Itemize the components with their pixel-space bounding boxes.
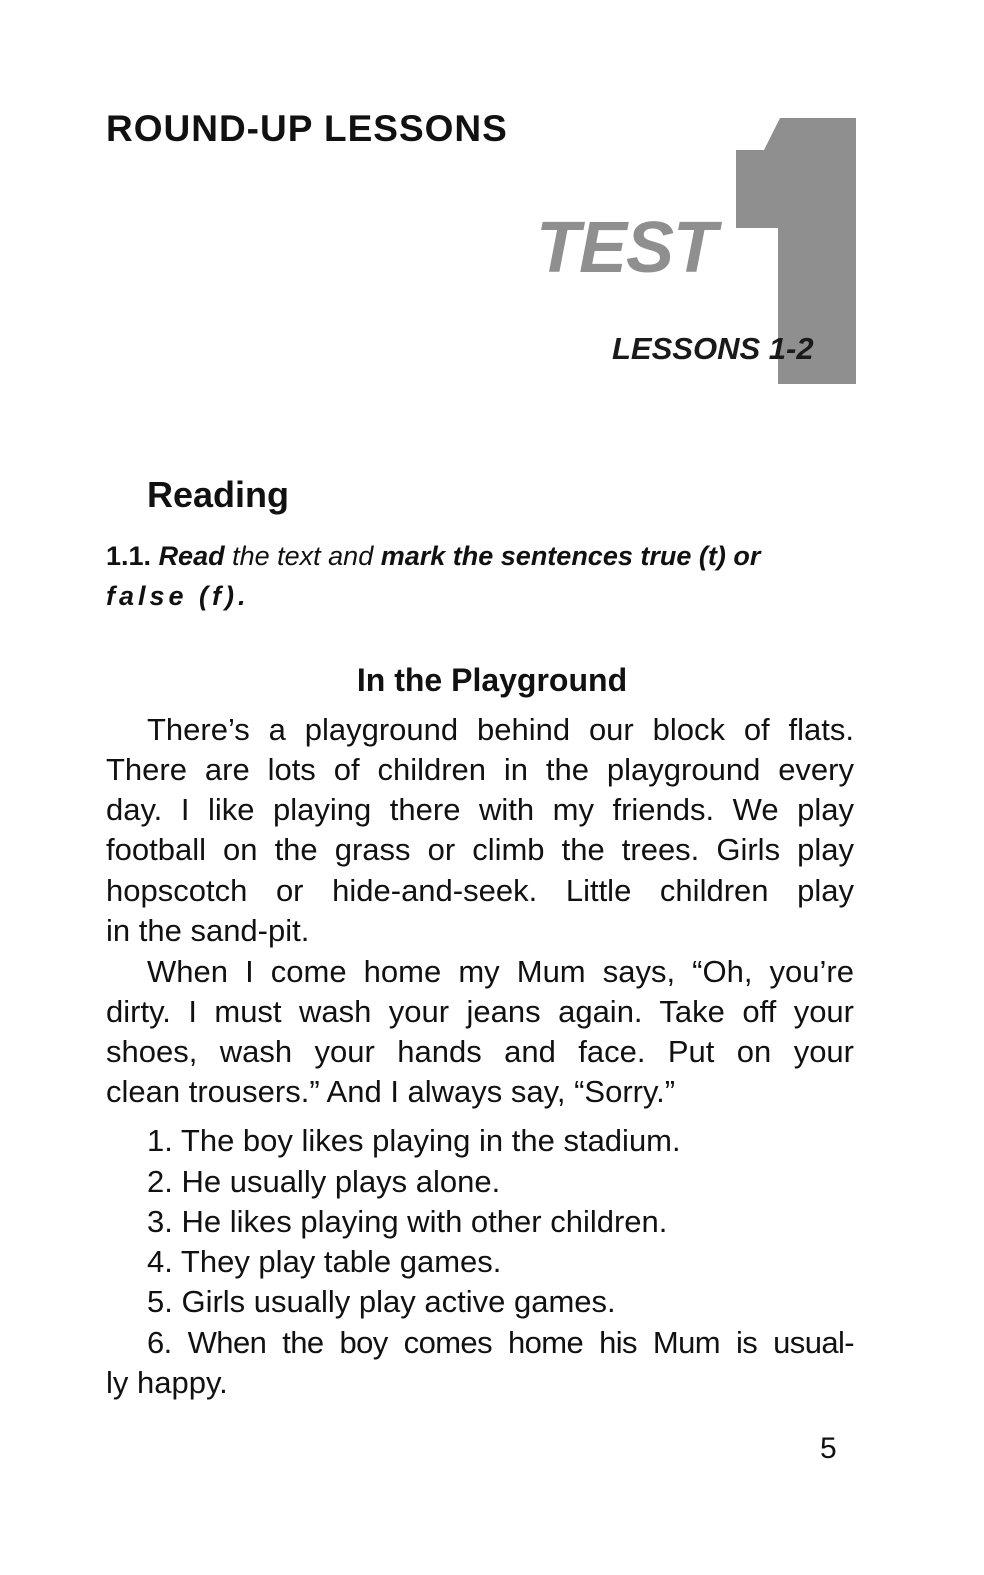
text-line: day. I like playing there with my friends. We play	[106, 792, 854, 827]
text-line: in the sand-pit.	[106, 913, 310, 948]
exercise-instruction	[106, 536, 854, 616]
text-line: There are lots of children in the playground every	[106, 752, 854, 787]
text-line: There’s a playground behind our block of flats.	[147, 712, 854, 747]
instruction-mid: the text and	[232, 541, 374, 571]
text-line: dirty. I must wash your jeans again. Take off your	[106, 994, 854, 1029]
text-line: hopscotch or hide-and-seek. Little children play	[106, 873, 854, 908]
reading-heading: Reading	[147, 474, 290, 515]
text-line: football on the grass or climb the trees. Girls play	[106, 832, 854, 867]
text-line: clean trousers.” And I always say, “Sorry.”	[106, 1074, 676, 1109]
lessons-label	[612, 333, 814, 364]
statement-item: 6. When the boy comes home his Mum is usual-	[147, 1325, 854, 1360]
statement-item-continued: ly happy.	[106, 1365, 228, 1400]
text-line: When I come home my Mum says, “Oh, you’re	[147, 954, 854, 989]
test-heading: TEST	[536, 208, 717, 288]
instruction-task-end: false (f).	[106, 581, 250, 611]
lessons-word: LESSONS	[612, 331, 761, 366]
section-title: ROUND-UP LESSONS	[106, 108, 508, 149]
instruction-read: Read	[158, 541, 225, 571]
statement-item: 5. Girls usually play active games.	[147, 1284, 616, 1319]
statement-item: 2. He usually plays alone.	[147, 1164, 501, 1199]
statement-item: 1. The boy likes playing in the stadium.	[147, 1123, 681, 1158]
lessons-range: 1-2	[768, 331, 814, 366]
page-number: 5	[820, 1432, 837, 1465]
instruction-task: mark the sentences true (t) or	[380, 541, 761, 571]
text-line: shoes, wash your hands and face. Put on your	[106, 1034, 854, 1069]
text-title: In the Playground	[356, 662, 628, 698]
exercise-number: 1.1.	[106, 541, 152, 571]
statement-item: 3. He likes playing with other children.	[147, 1204, 668, 1239]
statement-item: 4. They play table games.	[147, 1244, 502, 1279]
